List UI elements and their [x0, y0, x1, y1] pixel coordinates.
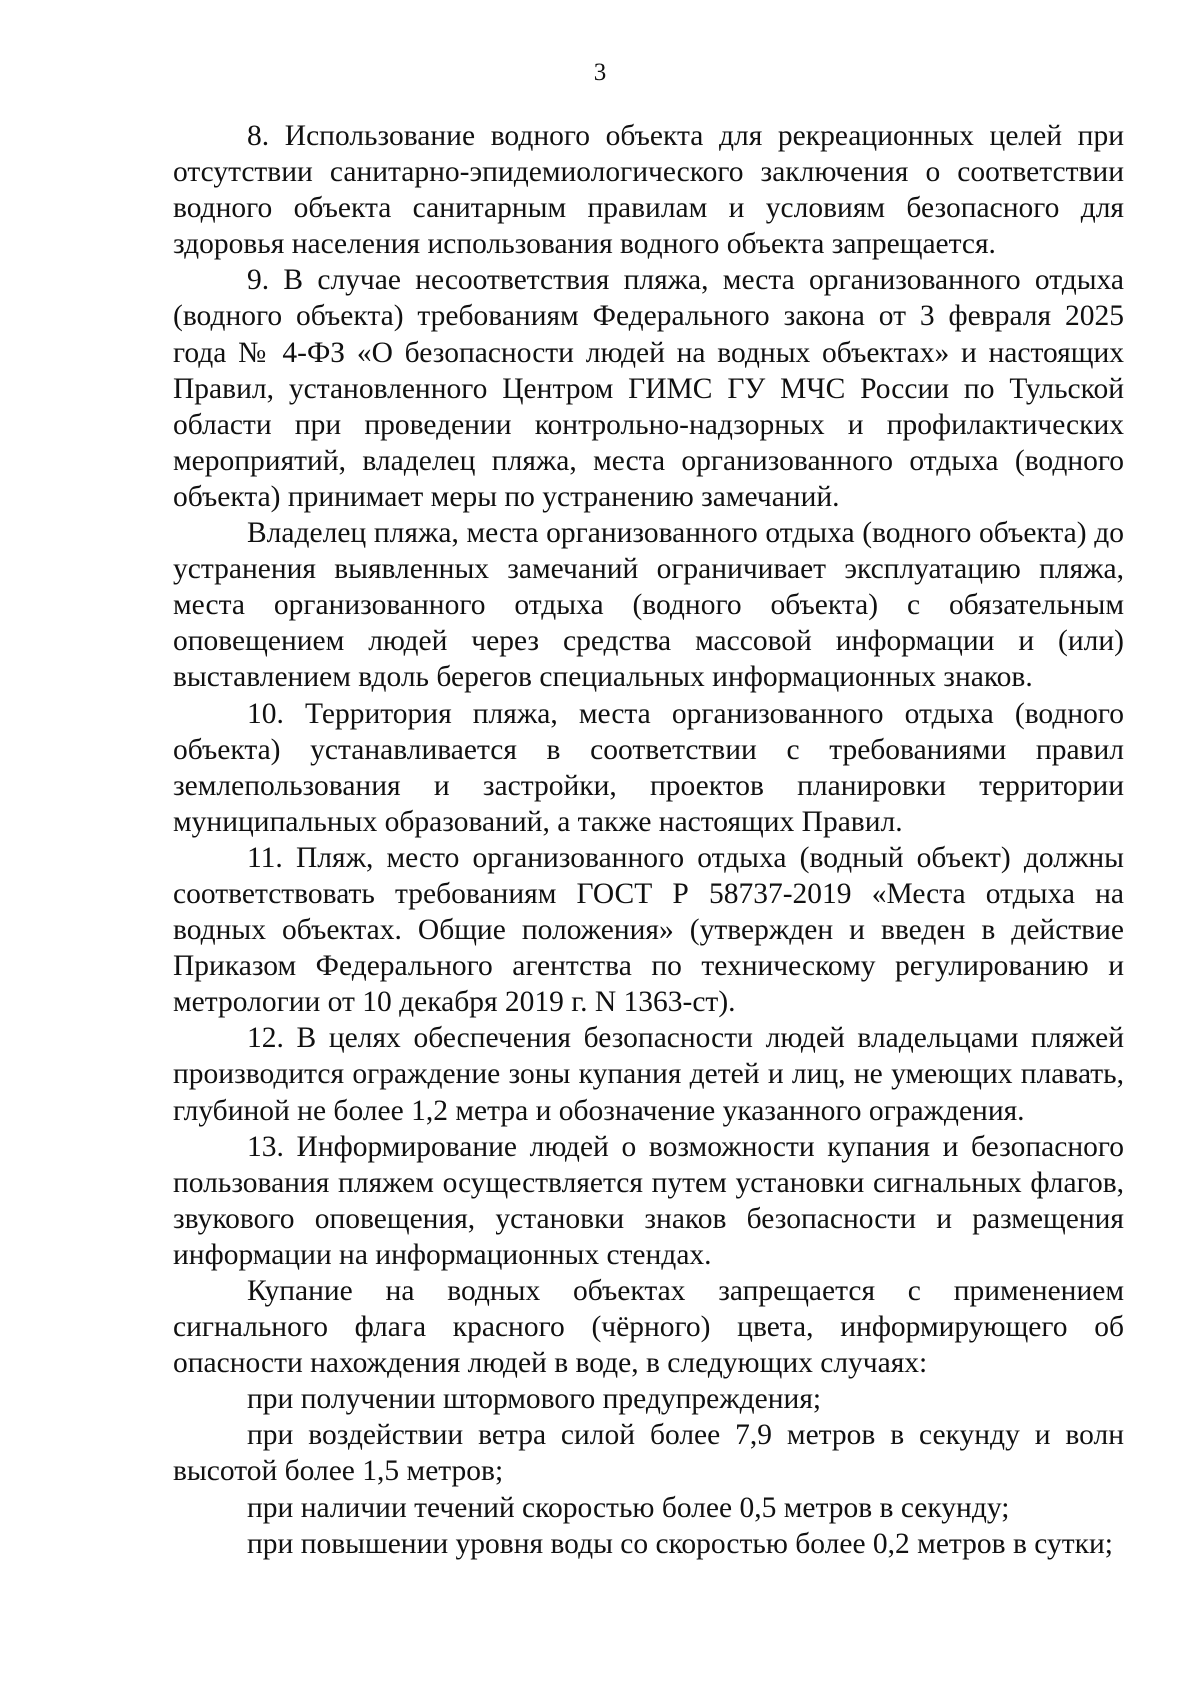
- document-body: [173, 118, 1124, 1562]
- list-item-water-level: при повышении уровня воды со скоростью более 0,2 метров в сутки;: [247, 1527, 1113, 1560]
- paragraph-11: 11. Пляж, место организованного отдыха (водный объект) должны соответствовать требованиям ГОСТ Р 58737-2019 «Места отдыха на водных объектах. Общие положения» (утвержден и введен в действие Приказом Федерального агентства по техническому регулированию и метрологии от 10 декабря 2019 г. N 1363-ст).: [173, 841, 1124, 1019]
- paragraph-13-bathing-prohibition: Купание на водных объектах запрещается с применением сигнального флага красного (чёрного) цвета, информирующего об опасности нахождения людей в воде, в следующих случаях:: [173, 1275, 1124, 1380]
- paragraph-13: 13. Информирование людей о возможности купания и безопасного пользования пляжем осуществляется путем установки сигнальных флагов, звукового оповещения, установки знаков безопасности и размещения информации на информационных стендах.: [173, 1130, 1124, 1271]
- list-item-currents: при наличии течений скоростью более 0,5 метров в секунду;: [247, 1491, 1010, 1524]
- paragraph-8: 8. Использование водного объекта для рекреационных целей при отсутствии санитарно-эпидемиологического заключения о соответствии водного объекта санитарным правилам и условиям безопасного для здоровья населения использования водного объекта запрещается.: [173, 120, 1124, 261]
- paragraph-9-owner-restrictions: Владелец пляжа, места организованного отдыха (водного объекта) до устранения выявленных замечаний ограничивает эксплуатацию пляжа, места организованного отдыха (водного объекта) с обязательным оповещением людей через средства массовой информации и (или) выставлением вдоль берегов специальных информационных знаков.: [173, 517, 1124, 694]
- paragraph-10: 10. Территория пляжа, места организованного отдыха (водного объекта) устанавливается в соответствии с требованиями правил землепользования и застройки, проектов планировки территории муниципальных образований, а также настоящих Правил.: [173, 697, 1124, 838]
- paragraph-9: 9. В случае несоответствия пляжа, места организованного отдыха (водного объекта) требованиям Федерального закона от 3 февраля 2025 года № 4-ФЗ «О безопасности людей на водных объектах» и настоящих Правил, установленного Центром ГИМС ГУ МЧС России по Тульской области при проведении контрольно-надзорных и профилактических мероприятий, владелец пляжа, места организованного отдыха (водного объекта) принимает меры по устранению замечаний.: [173, 264, 1124, 513]
- page-number: 3: [593, 59, 607, 86]
- list-item-storm-warning: при получении штормового предупреждения;: [247, 1383, 822, 1416]
- paragraph-12: 12. В целях обеспечения безопасности людей владельцами пляжей производится ограждение зоны купания детей и лиц, не умеющих плавать, глубиной не более 1,2 метра и обозначение указанного ограждения.: [173, 1022, 1124, 1127]
- list-item-wind-waves: при воздействии ветра силой более 7,9 метров в секунду и волн высотой более 1,5 метров;: [173, 1419, 1124, 1488]
